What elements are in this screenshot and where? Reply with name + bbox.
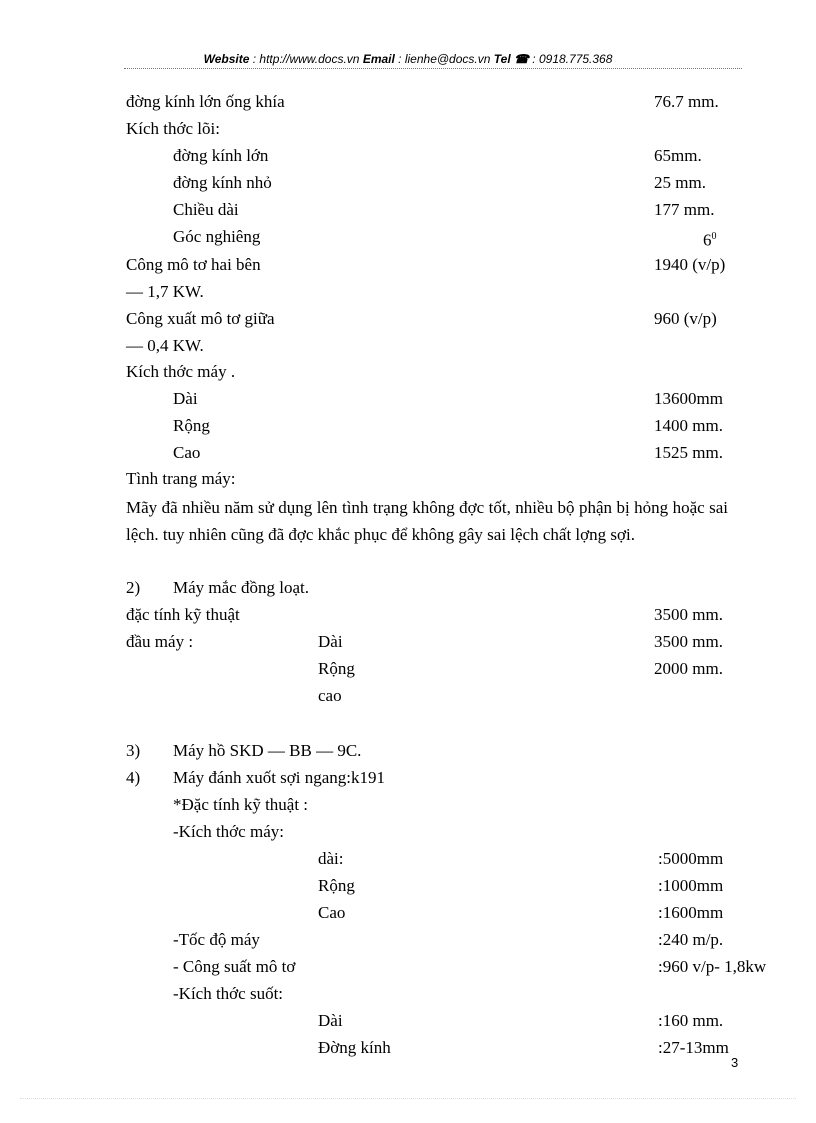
section4-title: Máy đánh xuốt sợi ngang:k191 <box>173 768 386 787</box>
section2-height-label: cao <box>318 686 342 705</box>
phone-icon: ☎ <box>514 52 529 66</box>
section4-width-value: :1000mm <box>658 876 724 895</box>
core-angle-value: 6 <box>703 230 712 250</box>
core-length-label: Chiều dài <box>173 200 239 219</box>
core-big-label: đờng kính lớn <box>173 146 269 165</box>
width-value: 1400 mm. <box>654 416 723 435</box>
section3-title: Máy hồ SKD — BB — 9C. <box>173 741 362 760</box>
motor-side-label: Công mô tơ hai bên <box>126 255 261 274</box>
footer-divider <box>20 1098 796 1099</box>
section4-length-label: dài: <box>318 849 344 868</box>
section4-bobbin-diam-label: Đờng kính <box>318 1038 391 1057</box>
website-sep: : <box>249 52 260 66</box>
section4-length-value: :5000mm <box>658 849 724 868</box>
section4-height-label: Cao <box>318 903 346 922</box>
email-link[interactable]: lienhe@docs.vn <box>404 52 491 66</box>
tel-label: Tel <box>493 52 511 66</box>
length-value: 13600mm <box>654 389 723 408</box>
website-label: Website <box>203 52 250 66</box>
section4-spec-label: *Đặc tính kỹ thuật : <box>173 795 309 814</box>
motor-side-power: — 1,7 KW. <box>126 282 204 301</box>
email-label: Email <box>362 52 395 66</box>
outer-diameter-value: 76.7 mm. <box>654 92 719 111</box>
motor-mid-power: — 0,4 KW. <box>126 336 204 355</box>
section2-number: 2) <box>126 578 141 597</box>
section4-bobbin-length-label: Dài <box>318 1011 343 1030</box>
core-angle-label: Góc nghiêng <box>173 227 261 246</box>
website-link[interactable]: http://www.docs.vn <box>259 52 360 66</box>
machine-size-label: Kích thớc máy . <box>126 362 236 381</box>
motor-mid-label: Công xuất mô tơ giữa <box>126 309 275 328</box>
height-label: Cao <box>173 443 201 462</box>
height-value: 1525 mm. <box>654 443 723 462</box>
core-big-value: 65mm. <box>654 146 702 165</box>
section2-length-value: 3500 mm. <box>654 632 723 651</box>
section3-number: 3) <box>126 741 141 760</box>
core-small-value: 25 mm. <box>654 173 706 192</box>
tel-number: 0918.775.368 <box>538 52 613 66</box>
condition-label: Tình trang máy: <box>126 469 236 488</box>
core-angle-value-wrap <box>703 226 717 252</box>
section2-spec-value: 3500 mm. <box>654 605 723 624</box>
section4-width-label: Rộng <box>318 876 355 895</box>
section2-spec-label: đặc tính kỹ thuật <box>126 605 240 624</box>
page-number: 3 <box>731 1055 739 1070</box>
section2-width-value: 2000 mm. <box>654 659 723 678</box>
section2-head-label: đầu máy : <box>126 632 194 651</box>
section4-power-label: - Công suất mô tơ <box>173 957 296 976</box>
section4-size-label: -Kích thớc máy: <box>173 822 284 841</box>
page-header <box>0 52 816 66</box>
section4-speed-value: :240 m/p. <box>658 930 724 949</box>
section4-number: 4) <box>126 768 141 787</box>
width-label: Rộng <box>173 416 210 435</box>
motor-mid-value: 960 (v/p) <box>654 309 717 328</box>
section4-height-value: :1600mm <box>658 903 724 922</box>
section4-bobbin-length-value: :160 mm. <box>658 1011 724 1030</box>
section4-speed-label: -Tốc độ máy <box>173 930 260 949</box>
core-size-label: Kích thớc lõi: <box>126 119 220 138</box>
motor-side-value: 1940 (v/p) <box>654 255 726 274</box>
section2-title: Máy mắc đồng loạt. <box>173 578 309 597</box>
core-small-label: đờng kính nhỏ <box>173 173 272 192</box>
section4-bobbin-diam-value: :27-13mm <box>658 1038 729 1057</box>
length-label: Dài <box>173 389 198 408</box>
header-divider <box>124 68 742 69</box>
outer-diameter-label: đờng kính lớn ống khía <box>126 92 285 111</box>
degree-sup: 0 <box>711 231 717 242</box>
section2-length-label: Dài <box>318 632 343 651</box>
condition-paragraph: Mãy đã nhiều năm sử dụng lên tình trạng không đợc tốt, nhiều bộ phận bị hỏng hoặc sai lệch. tuy nhiên cũng đã đợc khắc phục để không gây sai lệch chất lợng sợi. <box>126 498 728 544</box>
core-length-value: 177 mm. <box>654 200 715 219</box>
section2-width-label: Rộng <box>318 659 355 678</box>
section4-bobbin-label: -Kích thớc suốt: <box>173 984 284 1003</box>
section4-power-value: :960 v/p- 1,8kw <box>658 957 767 976</box>
email-sep: : <box>394 52 405 66</box>
tel-sep: : <box>528 52 539 66</box>
